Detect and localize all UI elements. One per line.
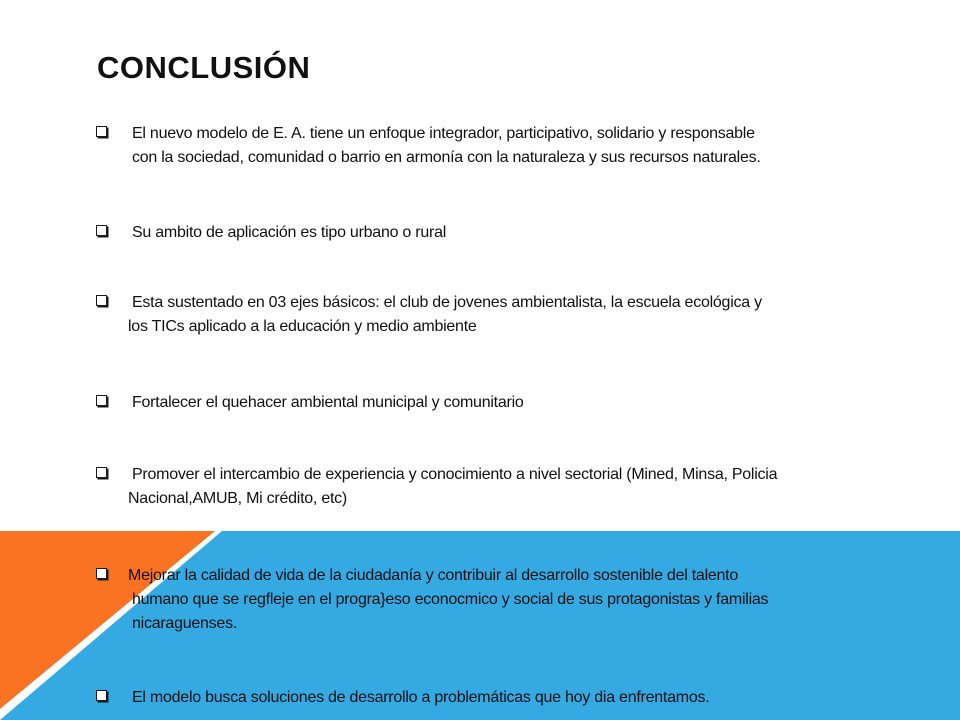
bullet-text-line: Su ambito de aplicación es tipo urbano o rural [132, 224, 447, 241]
list-item [96, 564, 886, 636]
checkbox-square-icon [96, 295, 107, 306]
checkbox-square-icon [96, 395, 107, 406]
bullet-text-line: humano que se regfleje en el progra}eso econocmico y social de sus protagonistas y familias [132, 591, 769, 608]
list-item [96, 122, 886, 170]
bullet-text-line: El modelo busca soluciones de desarrollo a problemáticas que hoy dia enfrentamos. [132, 689, 710, 706]
bullet-text-line: con la sociedad, comunidad o barrio en armonía con la naturaleza y sus recursos naturales. [132, 149, 761, 166]
list-item [96, 291, 886, 339]
bullet-text-line: Fortalecer el quehacer ambiental municipal y comunitario [132, 394, 524, 411]
checkbox-square-icon [96, 690, 107, 701]
bullet-text-line: Nacional,AMUB, Mi crédito, etc) [128, 490, 347, 507]
checkbox-square-icon [96, 467, 107, 478]
list-item [96, 463, 886, 511]
checkbox-square-icon [96, 568, 107, 579]
list-item [96, 686, 886, 710]
checkbox-square-icon [96, 126, 107, 137]
bullet-text-line: Mejorar la calidad de vida de la ciudadanía y contribuir al desarrollo sostenible del talento [128, 567, 739, 584]
list-item [96, 221, 886, 245]
bullet-text-line: nicaraguenses. [132, 615, 238, 632]
bullet-text-line: los TICs aplicado a la educación y medio ambiente [128, 318, 477, 335]
list-item [96, 391, 886, 415]
bullet-text-line: Esta sustentado en 03 ejes básicos: el club de jovenes ambientalista, la escuela ecológica y [132, 294, 762, 311]
checkbox-square-icon [96, 225, 107, 236]
bullet-text-line: El nuevo modelo de E. A. tiene un enfoque integrador, participativo, solidario y responsable [132, 125, 755, 142]
slide-title: CONCLUSIÓN [97, 50, 311, 85]
bullet-text-line: Promover el intercambio de experiencia y conocimiento a nivel sectorial (Mined, Minsa, Policia [132, 466, 778, 483]
